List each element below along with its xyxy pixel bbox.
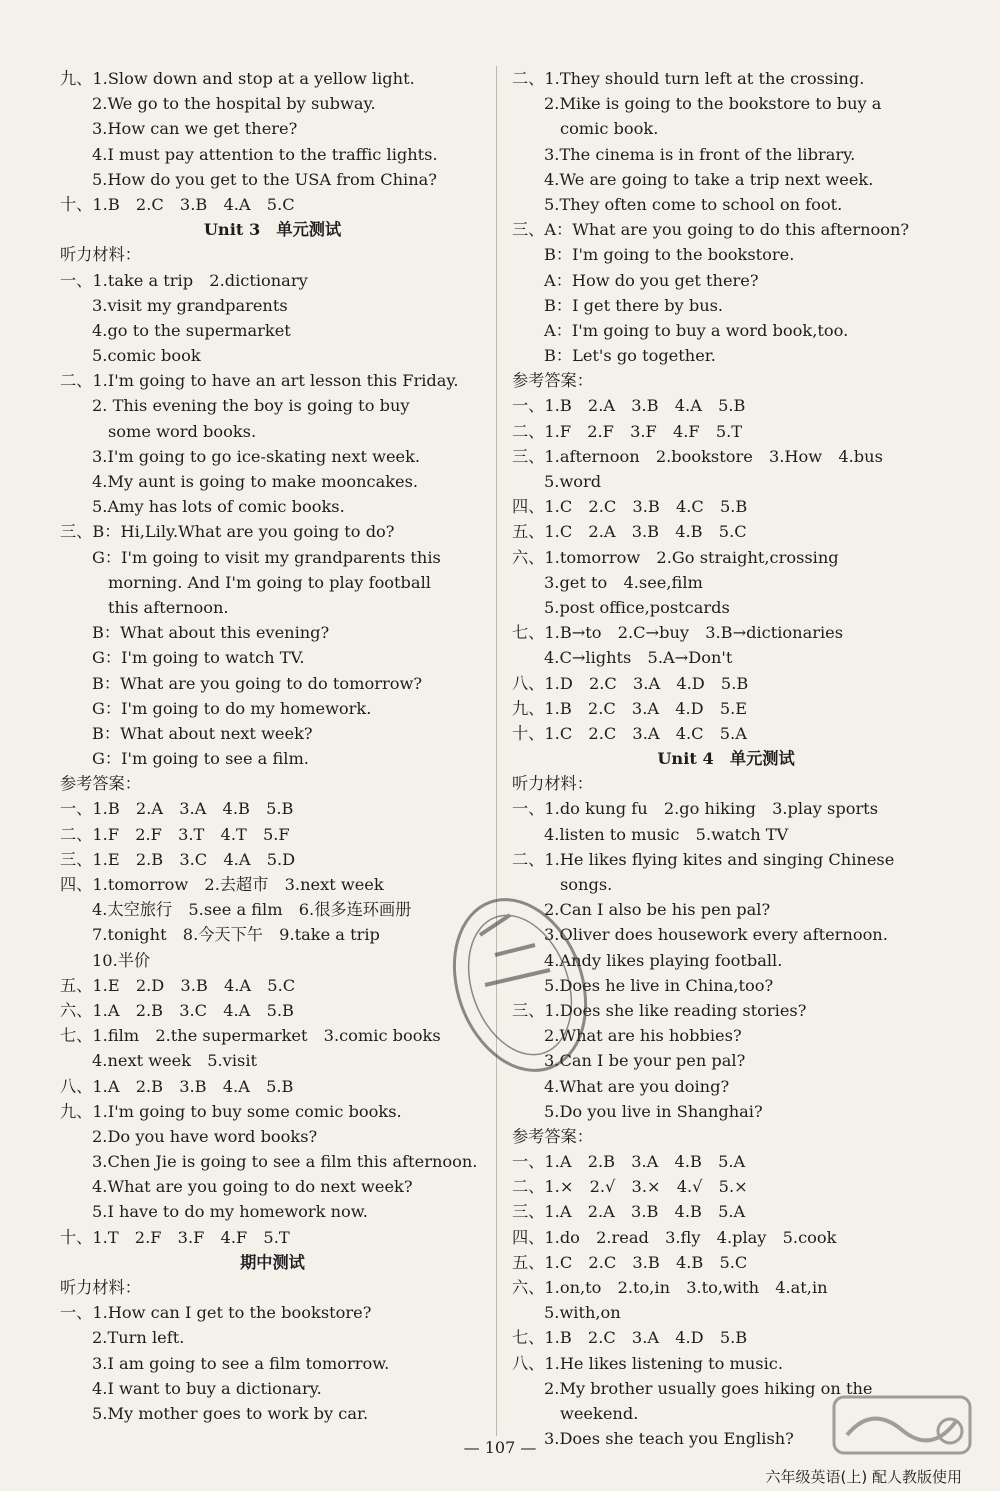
text-line: B：What are you going to do tomorrow? xyxy=(92,673,422,693)
column-divider xyxy=(496,66,497,1436)
section-heading: Unit 3 单元测试 xyxy=(203,220,342,240)
text-line: weekend. xyxy=(560,1403,639,1423)
text-line: 三、A：What are you going to do this afternoon? xyxy=(512,220,910,240)
footer-caption: 六年级英语(上) 配人教版使用 xyxy=(765,1468,962,1486)
text-line: 六、1.tomorrow 2.Go straight,crossing xyxy=(512,547,839,567)
text-line: 5.comic book xyxy=(92,346,201,366)
text-line: 4.What are you going to do next week? xyxy=(92,1177,413,1197)
text-line: 5.How do you get to the USA from China? xyxy=(92,169,437,189)
subheading: 听力材料： xyxy=(60,1278,141,1297)
left-column xyxy=(60,66,485,1426)
text-line: G：I'm going to visit my grandparents this xyxy=(92,547,441,567)
text-line: 5.I have to do my homework now. xyxy=(92,1202,368,1222)
text-line: 4.太空旅行 5.see a film 6.很多连环画册 xyxy=(92,900,412,920)
text-line: 三、1.E 2.B 3.C 4.A 5.D xyxy=(60,849,296,869)
text-line: 5.They often come to school on foot. xyxy=(544,194,843,214)
text-line: comic book. xyxy=(560,119,659,139)
text-line: 4.go to the supermarket xyxy=(92,320,291,340)
text-line: 3.Oliver does housework every afternoon. xyxy=(544,925,888,945)
text-line: 三、B：Hi,Lily.What are you going to do? xyxy=(60,522,395,542)
text-line: some word books. xyxy=(108,421,257,441)
text-line: 3.Chen Jie is going to see a film this afternoon. xyxy=(92,1152,478,1172)
text-line: 一、1.How can I get to the bookstore? xyxy=(60,1303,372,1323)
text-line: 2.Do you have word books? xyxy=(92,1126,318,1146)
text-line: 四、1.C 2.C 3.B 4.C 5.B xyxy=(512,497,748,517)
text-line: 2.My brother usually goes hiking on the xyxy=(544,1378,873,1398)
subheading: 听力材料： xyxy=(60,245,141,265)
text-line: 七、1.B 2.C 3.A 4.D 5.B xyxy=(512,1328,748,1348)
text-line: G：I'm going to watch TV. xyxy=(92,648,305,668)
text-line: B：I get there by bus. xyxy=(544,295,724,315)
text-line: 5.word xyxy=(544,472,602,491)
text-line: 九、1.I'm going to buy some comic books. xyxy=(60,1101,402,1121)
text-line: 4.What are you doing? xyxy=(544,1076,730,1096)
text-line: 十、1.C 2.C 3.A 4.C 5.A xyxy=(512,723,747,743)
text-line: B：Let's go together. xyxy=(544,346,716,366)
text-line: 3.How can we get there? xyxy=(92,119,298,139)
text-line: 二、1.× 2.√ 3.× 4.√ 5.× xyxy=(512,1177,748,1197)
text-line: 4.C→lights 5.A→Don't xyxy=(544,648,733,668)
text-line: 二、1.They should turn left at the crossing. xyxy=(512,69,865,88)
text-line: 2. This evening the boy is going to buy xyxy=(92,396,410,416)
text-line: 3.get to 4.see,film xyxy=(544,572,703,592)
text-line: 3.Can I be your pen pal? xyxy=(544,1051,746,1071)
right-column xyxy=(512,66,940,1451)
text-line: 一、1.take a trip 2.dictionary xyxy=(60,270,308,290)
text-line: songs. xyxy=(560,875,613,894)
text-line: 五、1.E 2.D 3.B 4.A 5.C xyxy=(60,975,296,995)
subheading: 参考答案： xyxy=(512,1126,593,1146)
text-line: 四、1.do 2.read 3.fly 4.play 5.cook xyxy=(512,1227,837,1247)
text-line: 八、1.D 2.C 3.A 4.D 5.B xyxy=(512,673,749,693)
text-line: 4.I want to buy a dictionary. xyxy=(92,1378,322,1398)
text-line: 2.Mike is going to the bookstore to buy a xyxy=(544,94,882,114)
text-line: 十、1.T 2.F 3.F 4.F 5.T xyxy=(60,1227,290,1247)
text-line: 5.Do you live in Shanghai? xyxy=(544,1101,763,1121)
text-line: 三、1.Does she like reading stories? xyxy=(512,1000,807,1020)
text-line: 10.半价 xyxy=(92,950,151,970)
text-line: 2.We go to the hospital by subway. xyxy=(92,94,376,114)
text-line: 5.with,on xyxy=(544,1303,621,1323)
text-line: 4.My aunt is going to make mooncakes. xyxy=(92,472,419,491)
text-line: 六、1.on,to 2.to,in 3.to,with 4.at,in xyxy=(512,1278,828,1297)
text-line: 九、1.B 2.C 3.A 4.D 5.E xyxy=(512,698,748,718)
subheading: 参考答案： xyxy=(512,371,593,391)
text-line: 八、1.He likes listening to music. xyxy=(512,1353,784,1373)
text-line: 二、1.He likes flying kites and singing Chinese xyxy=(512,849,895,869)
text-line: 3.visit my grandparents xyxy=(92,295,288,315)
text-line: A：I'm going to buy a word book,too. xyxy=(544,320,849,340)
text-line: 4.We are going to take a trip next week. xyxy=(544,169,874,189)
text-line: 3.The cinema is in front of the library. xyxy=(544,144,856,164)
text-line: 七、1.B→to 2.C→buy 3.B→dictionaries xyxy=(512,623,844,643)
text-line: 三、1.A 2.A 3.B 4.B 5.A xyxy=(512,1202,746,1222)
text-line: 2.What are his hobbies? xyxy=(544,1026,742,1046)
section-heading: 期中测试 xyxy=(240,1252,305,1272)
page-number: — 107 — xyxy=(463,1438,537,1457)
text-line: G：I'm going to do my homework. xyxy=(92,698,372,718)
text-line: B：I'm going to the bookstore. xyxy=(544,245,795,265)
text-line: 一、1.do kung fu 2.go hiking 3.play sports xyxy=(512,799,878,819)
text-line: 3.Does she teach you English? xyxy=(544,1429,794,1449)
section-heading: Unit 4 单元测试 xyxy=(657,749,795,769)
text-line: 4.I must pay attention to the traffic lights. xyxy=(92,144,438,164)
text-line: G：I'm going to see a film. xyxy=(92,749,309,769)
text-line: morning. And I'm going to play football xyxy=(108,572,431,592)
text-line: 五、1.C 2.A 3.B 4.B 5.C xyxy=(512,522,747,542)
stamp-seal-icon xyxy=(440,875,600,1085)
text-line: 二、1.F 2.F 3.T 4.T 5.F xyxy=(60,824,290,844)
text-line: 一、1.A 2.B 3.A 4.B 5.A xyxy=(512,1152,746,1172)
text-line: 7.tonight 8.今天下午 9.take a trip xyxy=(92,925,380,945)
text-line: B：What about next week? xyxy=(92,723,313,743)
text-line: 九、1.Slow down and stop at a yellow light. xyxy=(60,69,415,88)
text-line: 2.Turn left. xyxy=(92,1328,185,1348)
text-line: B：What about this evening? xyxy=(92,623,330,643)
text-line: 4.listen to music 5.watch TV xyxy=(544,824,789,844)
text-line: 五、1.C 2.C 3.B 4.B 5.C xyxy=(512,1252,748,1272)
subheading: 参考答案： xyxy=(60,774,141,794)
text-line: 3.I am going to see a film tomorrow. xyxy=(92,1353,390,1373)
text-line: 4.next week 5.visit xyxy=(92,1051,257,1071)
text-line: 四、1.tomorrow 2.去超市 3.next week xyxy=(60,875,384,894)
text-line: 二、1.F 2.F 3.F 4.F 5.T xyxy=(512,421,743,441)
text-line: 3.I'm going to go ice-skating next week. xyxy=(92,446,421,466)
text-line: 5.My mother goes to work by car. xyxy=(92,1403,369,1423)
text-line: 一、1.B 2.A 3.A 4.B 5.B xyxy=(60,799,294,819)
text-line: 三、1.afternoon 2.bookstore 3.How 4.bus xyxy=(512,446,883,466)
text-line: 5.Amy has lots of comic books. xyxy=(92,497,345,517)
text-line: 5.post office,postcards xyxy=(544,597,730,617)
text-line: 七、1.film 2.the supermarket 3.comic books xyxy=(60,1026,441,1046)
text-line: 二、1.I'm going to have an art lesson this Friday. xyxy=(60,371,459,391)
text-line: 一、1.B 2.A 3.B 4.A 5.B xyxy=(512,396,746,416)
text-line: 4.Andy likes playing football. xyxy=(544,950,783,970)
text-line: 八、1.A 2.B 3.B 4.A 5.B xyxy=(60,1076,294,1096)
text-line: 十、1.B 2.C 3.B 4.A 5.C xyxy=(60,194,295,214)
text-line: A：How do you get there? xyxy=(544,270,759,290)
text-line: 六、1.A 2.B 3.C 4.A 5.B xyxy=(60,1000,294,1020)
subheading: 听力材料： xyxy=(512,774,593,794)
text-line: 5.Does he live in China,too? xyxy=(544,975,774,995)
text-line: this afternoon. xyxy=(108,597,229,617)
text-line: 2.Can I also be his pen pal? xyxy=(544,900,771,920)
